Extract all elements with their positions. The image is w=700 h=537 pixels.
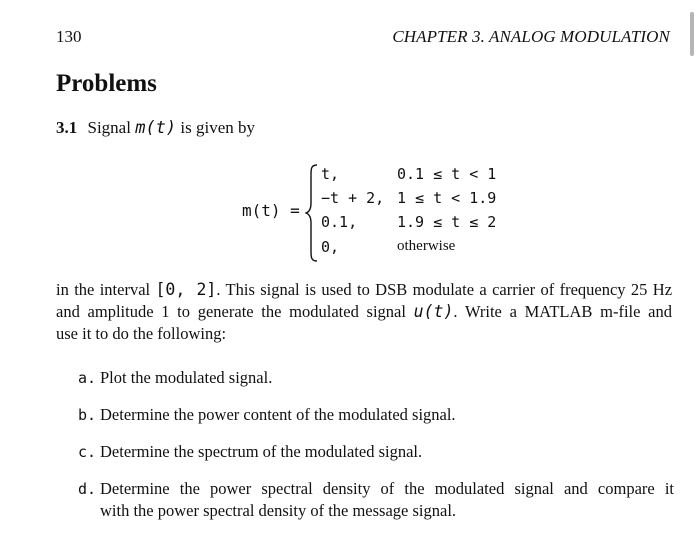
task-text: Determine the power spectral density of the modulated signal and compare it <box>100 479 674 498</box>
task-text: Determine the power content of the modulated signal. <box>100 405 456 424</box>
signal-name: m(t) <box>135 118 177 138</box>
case-expression: 0.1, <box>321 213 358 231</box>
left-brace-symbol <box>305 163 319 263</box>
task-marker: c. <box>78 443 97 461</box>
paragraph-text: in the interval <box>56 280 151 299</box>
task-marker: b. <box>78 406 97 424</box>
case-expression: t, <box>321 165 340 183</box>
task-item <box>78 478 674 522</box>
chapter-heading: CHAPTER 3. ANALOG MODULATION <box>392 27 670 46</box>
case-expression: 0, <box>321 238 340 256</box>
problem-number: 3.1 <box>56 118 78 137</box>
paragraph-line-3: use it to do the following: <box>56 324 227 343</box>
equation-lhs: m(t) = <box>242 201 300 220</box>
case-condition: 0.1 ≤ t < 1 <box>397 165 497 183</box>
modulated-signal-name: u(t) <box>413 302 454 321</box>
problem-heading <box>56 118 255 138</box>
problem-intro-tail: is given by <box>180 118 256 137</box>
task-text-continued: with the power spectral density of the message signal. <box>100 501 457 520</box>
case-expression: −t + 2, <box>321 189 385 207</box>
section-title: Problems <box>56 70 157 97</box>
case-condition: 1 ≤ t < 1.9 <box>397 189 497 207</box>
task-marker: a. <box>78 369 97 387</box>
case-condition: otherwise <box>397 238 456 254</box>
task-marker: d. <box>78 480 97 498</box>
task-text: Determine the spectrum of the modulated signal. <box>100 442 423 461</box>
task-item <box>78 441 674 463</box>
problem-intro: Signal <box>87 118 131 137</box>
task-item <box>78 404 674 426</box>
scrollbar-thumb[interactable] <box>690 12 694 56</box>
task-list <box>78 367 674 537</box>
paragraph-line-1 <box>56 279 672 301</box>
case-condition: 1.9 ≤ t ≤ 2 <box>397 213 497 231</box>
task-item <box>78 367 674 389</box>
paragraph-text: . This signal is used to DSB modulate a carrier of frequency 25 Hz <box>216 280 673 299</box>
interval-expression: [0, 2] <box>155 280 217 299</box>
paragraph-line-2 <box>56 301 672 323</box>
task-text: Plot the modulated signal. <box>100 368 273 387</box>
paragraph-text: . Write a MATLAB m-file and <box>453 302 672 321</box>
page-number: 130 <box>56 27 82 46</box>
problem-paragraph <box>56 279 672 345</box>
paragraph-text: and amplitude 1 to generate the modulated signal <box>56 302 406 321</box>
